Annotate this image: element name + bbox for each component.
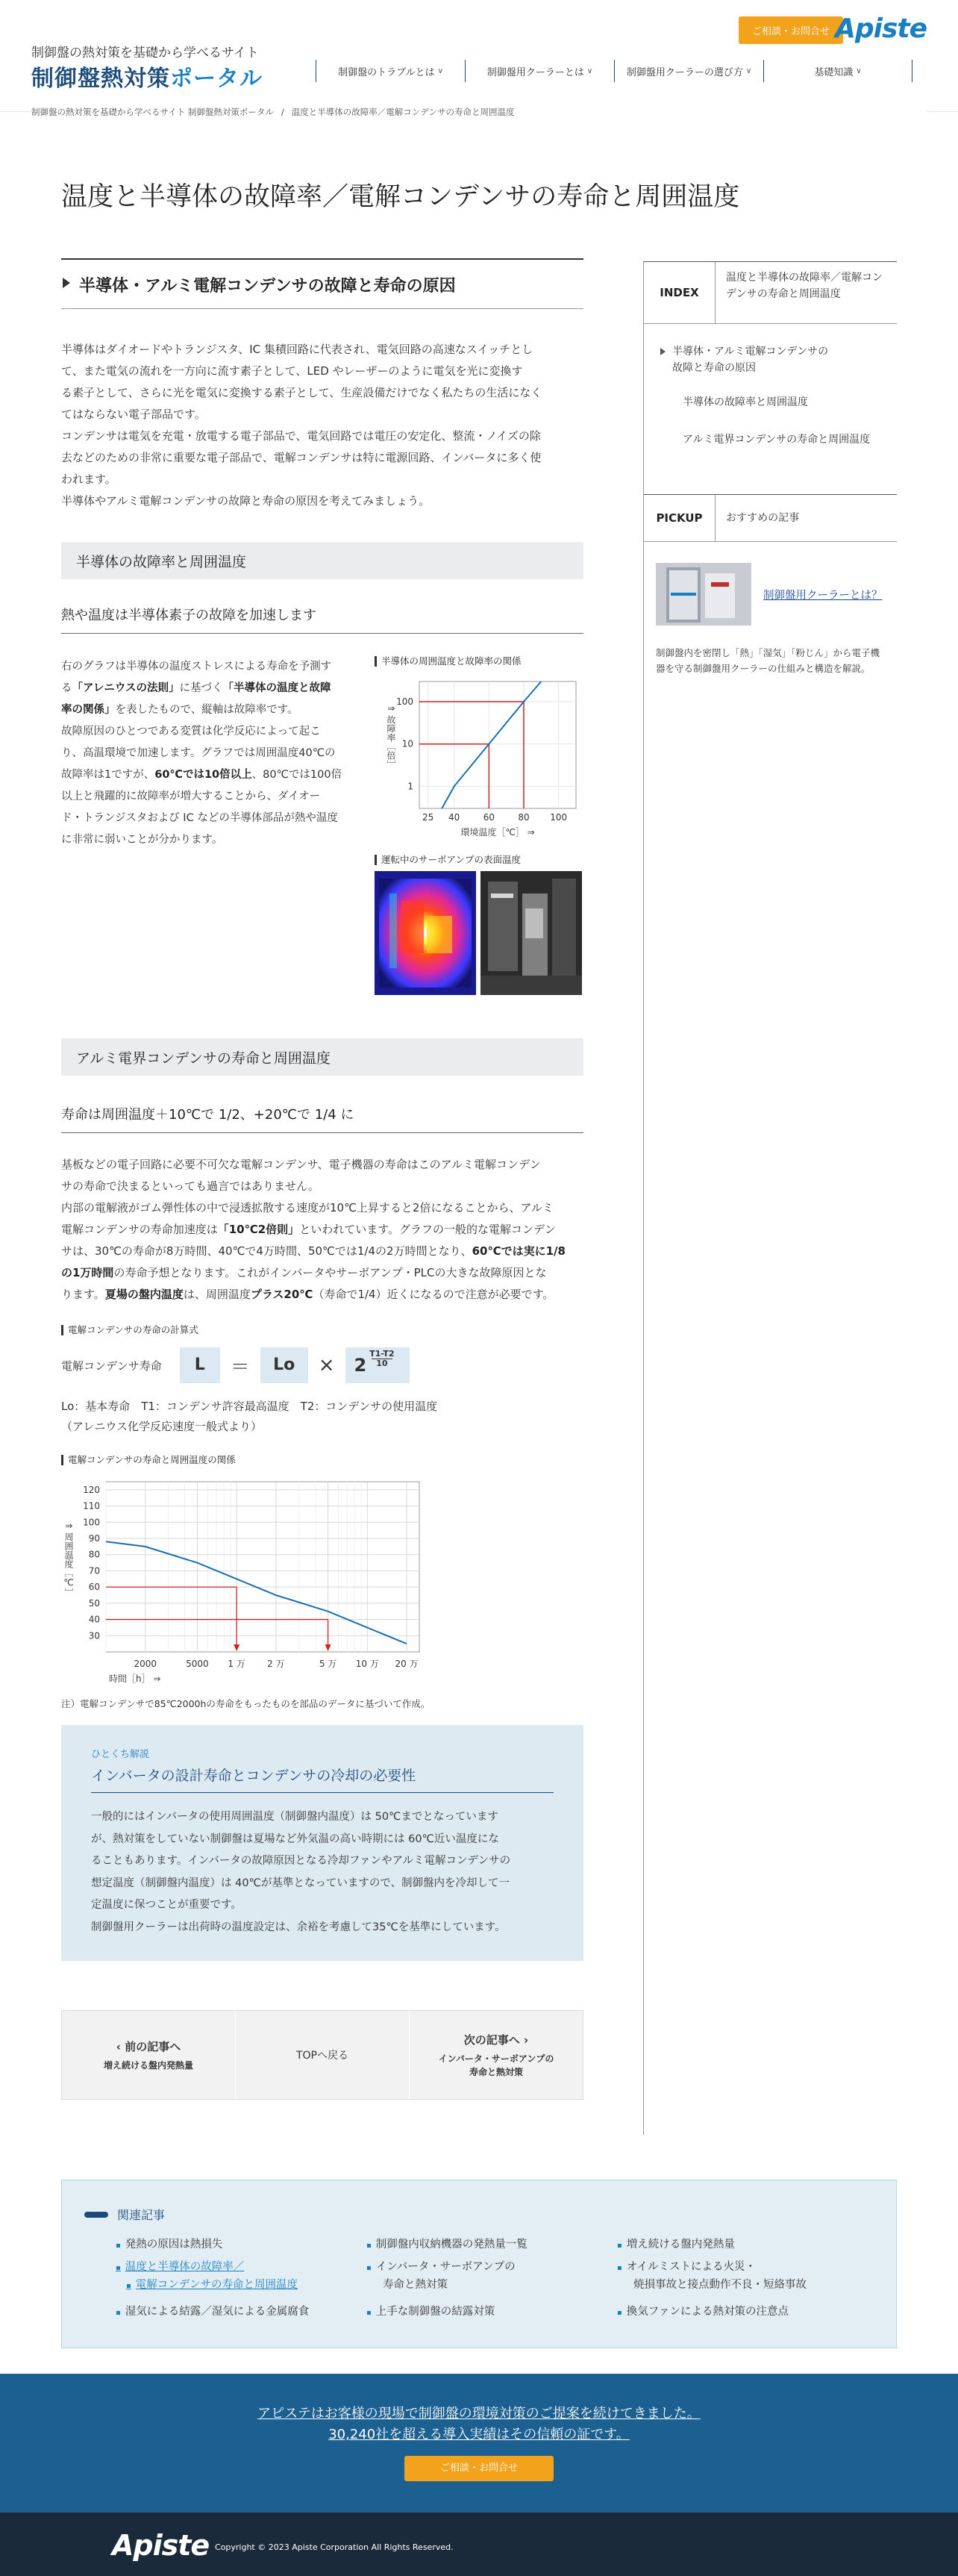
toc-text: 故障と寿命の原因 (672, 362, 756, 374)
paragraph-line: が、熱対策をしていない制御盤は夏場など外気温の高い時期には 60℃近い温度にな (91, 1833, 499, 1845)
related-item-line2[interactable]: 焼損事故と接点動作不良・短絡事故 (633, 2279, 807, 2291)
text: に基づく (179, 682, 223, 694)
paragraph-line: われます。 (61, 473, 116, 486)
y-tick-label: 120 (83, 1484, 100, 1495)
index-title: 温度と半導体の故障率／電解コンデンサの寿命と周囲温度 (726, 272, 883, 300)
text: は、周囲温度 (183, 1288, 251, 1301)
nav-item-cooler[interactable] (465, 60, 614, 82)
bottom-cta (0, 2374, 958, 2513)
bold-text: 「10℃2倍則」 (217, 1223, 300, 1236)
x-tick-label: 5000 (186, 1659, 209, 1669)
paragraph-line: コンデンサは電気を充電・放電する電子部品で、電気回路では電圧の安定化、整流・ノイズの除 (61, 429, 541, 443)
x-tick-label: 100 (550, 812, 568, 823)
x-tick-label: 40 (448, 812, 460, 823)
section2-row (61, 656, 583, 995)
hitokoto-body (91, 1806, 554, 1939)
formula-times: × (318, 1354, 335, 1376)
index-label: INDEX (644, 262, 716, 323)
x-tick-label: 60 (483, 812, 495, 823)
paragraph-line (61, 699, 360, 721)
text: （寿命で1/4）近くになるので注意が必要です。 (313, 1288, 554, 1301)
paragraph-line: 半導体はダイオードやトランジスタ、IC 集積回路に代表され、電気回路の高速なスイッチとし (61, 343, 533, 356)
paragraph-line (61, 678, 360, 699)
section2-figures (375, 656, 583, 995)
y-tick-label: 50 (88, 1597, 100, 1609)
formula-Lo: Lo (260, 1347, 308, 1383)
prev-label: ‹ 前の記事へ (116, 2039, 181, 2053)
chart-note: 注）電解コンデンサで85℃2000hの寿命をもったものを部品のデータに基づいて作成。 (61, 1698, 431, 1709)
site-title-sub: ポータル (170, 66, 263, 92)
x-tick-label: 1 万 (228, 1659, 245, 1669)
bar-icon (84, 2212, 108, 2218)
paragraph-line (61, 764, 360, 786)
paragraph-line: 去などのための非常に重要な電子部品で、電解コンデンサは特に電源回路、インバータに多く使 (61, 451, 542, 464)
top-label: TOPへ戻る (295, 2050, 348, 2062)
text: 故障率は1ですが、 (61, 769, 155, 781)
x-tick-label: 20 万 (395, 1659, 419, 1669)
failure-rate-chart (375, 670, 583, 841)
y-tick-label: 100 (83, 1517, 100, 1528)
y-axis-label: ⇑ 故障率［倍］ (386, 705, 396, 769)
nav-item-trouble[interactable] (316, 60, 465, 82)
copyright: Copyright © 2023 Apiste Corporation All Rights Reserved. (215, 2542, 454, 2552)
next-title-line: 寿命と熱対策 (469, 2066, 523, 2077)
lifetime-formula (61, 1347, 583, 1383)
exp-denominator: 10 (372, 1359, 392, 1368)
prev-title: 増え続ける盤内発熱量 (103, 2059, 193, 2071)
paragraph-line (61, 1262, 583, 1284)
toc-item[interactable]: 半導体の故障率と周囲温度 (683, 396, 808, 408)
cooler-thumbnail (656, 563, 751, 626)
footer-logo[interactable]: Apiste (112, 2529, 210, 2562)
formula-legend (61, 1397, 583, 1437)
index-header (644, 261, 897, 324)
related-item[interactable]: ▪ オイルミストによる火災・ (617, 2258, 756, 2277)
section3-subheading: 寿命は周囲温度＋10℃で 1/2、+20℃で 1/4 に (61, 1104, 583, 1133)
nav-item-choose[interactable] (614, 60, 763, 82)
exp-numerator: T1-T2 (369, 1348, 395, 1359)
pickup-label: PICKUP (644, 495, 716, 541)
paragraph-line: る素子として、さらに光を電気に変換する素子として、生産設備だけでなく私たちの生活になく (61, 386, 542, 399)
bottom-contact-button[interactable]: ご相談・お問合せ (404, 2456, 554, 2481)
formula-exponent (369, 1350, 394, 1368)
site-header (0, 0, 958, 117)
paragraph-line: 想定温度（制御盤内温度）は 40℃が基準となっていますので、制御盤内を冷却して一 (91, 1877, 510, 1889)
next-label-text: 次の記事へ (463, 2033, 520, 2047)
related-item-current-line2[interactable] (116, 2276, 298, 2295)
x-axis-label: 環境温度［℃］ ⇒ (460, 827, 535, 838)
x-tick-label: 10 万 (355, 1659, 379, 1669)
legend-line: Lo：基本寿命 T1：コンデンサ許容最高温度 T2：コンデンサの使用温度 (61, 1400, 438, 1413)
toc-text: 半導体・アルミ電解コンデンサの (672, 346, 829, 358)
paragraph-line: て、また電気の流れを一方向に流す素子として、LED やレーザーのように電気を光に変換す (61, 364, 523, 378)
top-link[interactable] (236, 2011, 410, 2099)
sidebar (643, 261, 897, 2135)
breadcrumb (31, 106, 927, 118)
figure-label: 電解コンデンサの寿命と周囲温度の関係 (61, 1455, 583, 1465)
paragraph-line (61, 1284, 583, 1306)
chevron-down-icon: ∨ (856, 66, 862, 75)
text: 電解コンデンサの寿命加速度は (61, 1223, 218, 1236)
paragraph-line: 定温度に保つことが重要です。 (91, 1899, 242, 1911)
y-tick-label: 30 (88, 1630, 100, 1641)
related-item[interactable]: ▪ 制御盤内収納機器の発熱量一覧 (366, 2236, 527, 2255)
related-text: 電解コンデンサの寿命と周囲温度 (135, 2279, 298, 2291)
pickup-link[interactable]: 制御盤用クーラーとは？ (763, 589, 883, 602)
cta-text (0, 2374, 958, 2445)
contact-button[interactable]: ご相談・お問合せ (739, 16, 843, 44)
formula-L: L (180, 1347, 220, 1383)
y-tick-label: 100 (396, 696, 413, 708)
apiste-logo[interactable]: Apiste (834, 13, 927, 44)
figure-label: 半導体の周囲温度と故障率の関係 (375, 656, 583, 667)
section3-heading: アルミ電界コンデンサの寿命と周囲温度 (61, 1038, 583, 1076)
breadcrumb-home[interactable]: 制御盤の熱対策を基礎から学べるサイト 制御盤熱対策ポータル (31, 107, 274, 117)
thermal-photos (375, 871, 583, 995)
page-title: 温度と半導体の故障率／電解コンデンサの寿命と周囲温度 (61, 182, 740, 212)
paragraph-line: 一般的にはインバータの使用周囲温度（制御盤内温度）は 50℃までとなっています (91, 1811, 498, 1823)
capacitor-life-chart (61, 1470, 449, 1686)
paragraph-line: 半導体やアルミ電解コンデンサの故障と寿命の原因を考えてみましょう。 (61, 494, 431, 508)
chevron-down-icon: ∨ (586, 66, 593, 75)
toc (644, 324, 897, 448)
nav-label: 制御盤用クーラーの選び方 (626, 66, 743, 78)
y-tick-label: 70 (88, 1565, 100, 1577)
figure-label: 運転中のサーボアンプの表面温度 (375, 855, 583, 865)
section2-body (61, 656, 360, 995)
site-title[interactable] (31, 60, 263, 93)
paragraph-line: ることもあります。インバータの故障原因となる冷却ファンやアルミ電解コンデンサの (91, 1855, 511, 1867)
y-axis-label: ⇑ 周囲温度［℃］ (63, 1522, 74, 1597)
paragraph-line (61, 1219, 583, 1241)
y-tick-label: 60 (88, 1582, 100, 1593)
site-tagline: 制御盤の熱対策を基礎から学べるサイト (31, 46, 259, 60)
formula-equals: ＝ (230, 1356, 250, 1379)
triangle-icon (660, 348, 666, 355)
nav-item-basics[interactable] (763, 60, 912, 82)
bold-text: 「アレニウスの法則」 (72, 682, 180, 694)
breadcrumb-separator: / (281, 107, 284, 117)
pickup-title: おすすめの記事 (726, 512, 800, 524)
legend-line: （アレニウス化学反応速度一般式より） (61, 1420, 262, 1433)
text: の寿命予想となります。これがインバータやサーボアンプ・PLCの大きな故障原因とな (113, 1266, 547, 1279)
global-nav (316, 60, 912, 82)
formula-power (345, 1347, 410, 1383)
related-title (84, 2206, 165, 2223)
x-tick-label: 2 万 (267, 1659, 285, 1669)
y-tick-label: 90 (88, 1533, 100, 1544)
text: を表したもので、縦軸は故障率です。 (115, 704, 298, 716)
bold-text: 「半導体の温度と故障 (222, 682, 331, 694)
section1-body (61, 339, 583, 512)
next-title (439, 2052, 554, 2079)
paragraph-line: に非常に弱いことが分かります。 (61, 834, 223, 846)
text: サは、30℃の寿命が8万時間、40℃で4万時間、50℃では1/4の2万時間となり、 (61, 1244, 472, 1258)
section2-heading: 半導体の故障率と周囲温度 (61, 542, 583, 579)
x-tick-label: 80 (518, 812, 530, 823)
y-tick-label: 10 (401, 738, 413, 749)
prev-label-text: 前の記事へ (125, 2039, 181, 2053)
section2-subheading: 熱や温度は半導体素子の故障を加速します (61, 605, 583, 634)
footer (0, 2513, 958, 2576)
formula-base: 2 (354, 1355, 367, 1376)
related-item[interactable]: ▪ インバータ・サーボアンプの (366, 2258, 516, 2277)
next-label: 次の記事へ › (463, 2033, 529, 2047)
thermal-image (375, 871, 476, 995)
cta-line[interactable]: 30,240社を超える導入実績はその信頼の証です。 (328, 2427, 630, 2442)
section1-heading: 半導体・アルミ電解コンデンサの故障と寿命の原因 (61, 258, 583, 309)
plot-area (106, 1482, 419, 1652)
hitokoto-kicker: ひとくち解説 (91, 1749, 150, 1760)
paragraph-line: 内部の電解液がゴム弾性体の中で浸透拡散する速度が10℃上昇すると2倍になることから、アルミ (61, 1201, 554, 1214)
servo-amp-photo (480, 871, 582, 995)
y-tick-label: 80 (88, 1549, 100, 1560)
chevron-down-icon: ∨ (437, 66, 443, 75)
paragraph-line (61, 1241, 583, 1262)
bold-text: プラス20℃ (250, 1288, 313, 1301)
nav-label: 制御盤のトラブルとは (338, 66, 435, 78)
related-item-line2[interactable]: 寿命と熱対策 (383, 2279, 448, 2291)
paragraph-line: ド・トランジスタおよび IC などの半導体部品が熱や温度 (61, 812, 338, 824)
plot-area (419, 682, 576, 808)
related-item[interactable]: ▪ 湿気による結露／湿気による金属腐食 (116, 2303, 309, 2322)
nav-label: 制御盤用クーラーとは (486, 66, 584, 78)
article-pager (61, 2010, 583, 2100)
figure-label: 電解コンデンサの寿命の計算式 (61, 1325, 583, 1335)
related-item[interactable]: ▪ 発熱の原因は熱損失 (116, 2236, 222, 2255)
related-item[interactable]: ▪ 換気ファンによる熱対策の注意点 (617, 2303, 789, 2322)
hitokoto-box (61, 1725, 583, 1961)
paragraph-line: 制御盤用クーラーは出荷時の温度設定は、余裕を考慮して35℃を基準にしています。 (91, 1921, 506, 1933)
paragraph-line: 基板などの電子回路に必要不可欠な電解コンデンサ、電子機器の寿命はこのアルミ電解コンデン (61, 1158, 541, 1171)
paragraph-line: てはならない電子部品です。 (61, 408, 206, 421)
paragraph-line: サの寿命で決まるといっても過言ではありません。 (61, 1179, 319, 1193)
x-axis-label: 時間［h］ ⇒ (109, 1674, 161, 1684)
x-tick-label: 25 (422, 812, 434, 823)
toc-item[interactable]: アルミ電界コンデンサの寿命と周囲温度 (683, 434, 871, 446)
prev-article-link[interactable] (62, 2011, 236, 2099)
pickup-description: 制御盤内を密閉し「熱」「湿気」「粉じん」から電子機器を守る制御盤用クーラーの仕組みと構造を解説。 (656, 647, 880, 674)
related-item[interactable]: ▪ 上手な制御盤の結露対策 (366, 2303, 495, 2322)
y-tick-label: 1 (407, 781, 413, 792)
next-title-line: インバータ・サーボアンプの (438, 2053, 554, 2064)
text: ります。 (61, 1288, 105, 1301)
toc-item[interactable] (660, 343, 882, 376)
y-tick-label: 40 (88, 1614, 100, 1625)
text: といわれています。グラフの一般的な電解コンデン (299, 1223, 556, 1236)
hitokoto-title: インバータの設計寿命とコンデンサの冷却の必要性 (91, 1765, 554, 1793)
pickup-card[interactable] (644, 542, 897, 626)
cta-line[interactable]: アピステはお客様の現場で制御盤の環境対策のご提案を続けてきました。 (257, 2406, 701, 2421)
text: 、80℃では100倍 (251, 769, 342, 781)
paragraph-line: り、高温環境で加速します。グラフでは周囲温度40℃の (61, 747, 336, 759)
related-articles (61, 2180, 897, 2348)
bold-text: の1万時間 (61, 1266, 114, 1279)
formula-name: 電解コンデンサ寿命 (61, 1359, 162, 1373)
breadcrumb-current: 温度と半導体の故障率／電解コンデンサの寿命と周囲温度 (291, 107, 515, 117)
pickup-header (644, 494, 897, 542)
site-title-main: 制御盤熱対策 (31, 66, 170, 92)
bold-text: 率の関係」 (61, 704, 116, 716)
bold-text: 60℃では10倍以上 (154, 769, 252, 781)
x-tick-label: 5 万 (319, 1659, 337, 1669)
related-item[interactable]: ▪ 増え続ける盤内発熱量 (617, 2236, 735, 2255)
bold-text: 夏場の盤内温度 (104, 1288, 184, 1301)
section3-body (61, 1154, 583, 1306)
x-tick-label: 2000 (134, 1659, 157, 1669)
paragraph-line: 右のグラフは半導体の温度ストレスによる寿命を予測す (61, 661, 332, 673)
text: る (61, 682, 72, 694)
main-content (61, 258, 583, 2100)
paragraph-line: 故障原因のひとつである変質は化学反応によって起こ (61, 726, 321, 737)
bold-text: 60℃では実に1/8 (472, 1244, 566, 1258)
chevron-down-icon: ∨ (745, 66, 752, 75)
paragraph-line: 以上と飛躍的に故障率が増大することから、ダイオー (61, 790, 321, 802)
related-item-current[interactable]: ▪ 温度と半導体の故障率／ (116, 2258, 244, 2277)
y-tick-label: 110 (83, 1500, 100, 1512)
nav-label: 基礎知識 (814, 66, 854, 78)
related-title-text: 関連記事 (117, 2208, 166, 2222)
next-article-link[interactable] (410, 2011, 583, 2099)
